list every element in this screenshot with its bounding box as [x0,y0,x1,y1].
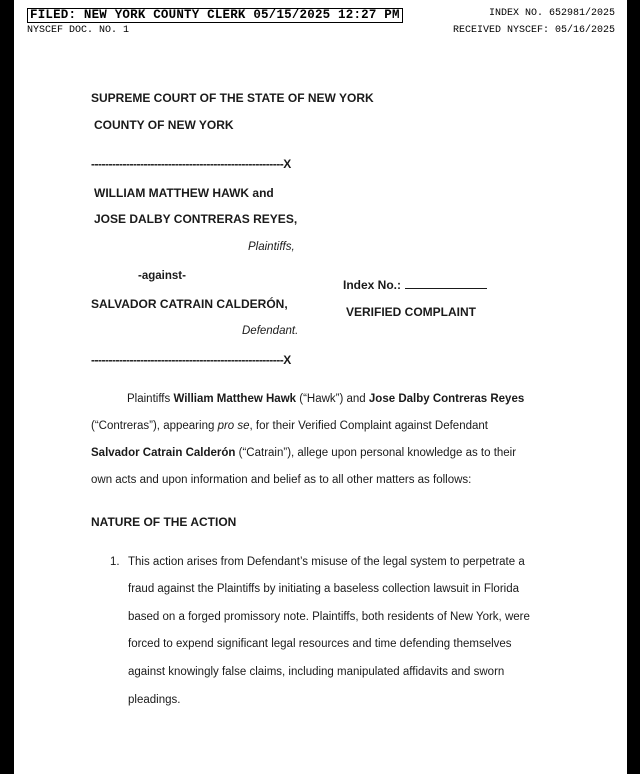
item-line: forced to expend significant legal resources and time defending themselves [128,638,512,650]
index-no-label: Index No.: [343,278,402,292]
intro-text: Plaintiffs [127,393,174,405]
intro-line-4: own acts and upon information and belief as to all other matters as follows: [91,474,472,486]
item-line: fraud against the Plaintiffs by initiating a baseless collection lawsuit in Florida [128,583,519,595]
defendant-name-inline: Salvador Catrain Calderón [91,447,236,459]
received-date: RECEIVED NYSCEF: 05/16/2025 [452,25,615,36]
intro-text: (“Catrain”), allege upon personal knowledge as to their [235,447,517,459]
plaintiff-2: JOSE DALBY CONTRERAS REYES, [94,212,298,226]
item-line: against knowingly false claims, including manipulated affidavits and sworn [128,666,505,678]
defendant-name: SALVADOR CATRAIN CALDERÓN, [91,297,288,311]
intro-line-1 [127,393,524,405]
index-no-field [343,278,487,292]
item-number: 1. [110,556,120,568]
document-title: VERIFIED COMPLAINT [346,305,477,319]
item-line: pleadings. [128,694,181,706]
index-number-header: INDEX NO. 652981/2025 [488,8,615,19]
intro-text: , for their Verified Complaint against Defendant [249,420,488,432]
document-page [14,0,627,774]
section-heading: NATURE OF THE ACTION [91,515,237,529]
plaintiffs-label: Plaintiffs, [248,241,295,253]
intro-text: (“Contreras”), appearing [91,420,218,432]
filed-stamp: FILED: NEW YORK COUNTY CLERK 05/15/2025 12:27 PM [27,8,403,23]
defendant-label: Defendant. [242,325,299,337]
caption-separator-bottom: -------------------------------------------------------X [91,353,291,367]
plaintiff-name-contreras: Jose Dalby Contreras Reyes [368,393,525,405]
plaintiff-name-hawk: William Matthew Hawk [173,393,297,405]
plaintiff-1: WILLIAM MATTHEW HAWK and [94,186,274,200]
county-name: COUNTY OF NEW YORK [94,118,234,132]
intro-line-3 [91,447,516,459]
caption-separator-top: -------------------------------------------------------X [91,157,291,171]
item-line: This action arises from Defendant’s misuse of the legal system to perpetrate a [128,556,525,568]
index-no-blank [405,278,487,289]
pro-se-term: pro se [217,420,250,432]
against-label: -against- [138,270,186,282]
nyscef-doc-number: NYSCEF DOC. NO. 1 [27,25,130,36]
court-name: SUPREME COURT OF THE STATE OF NEW YORK [91,91,374,105]
intro-line-2 [91,420,488,432]
item-line: based on a forged promissory note. Plaintiffs, both residents of New York, were [128,611,530,623]
intro-text: (“Hawk”) and [296,393,369,405]
